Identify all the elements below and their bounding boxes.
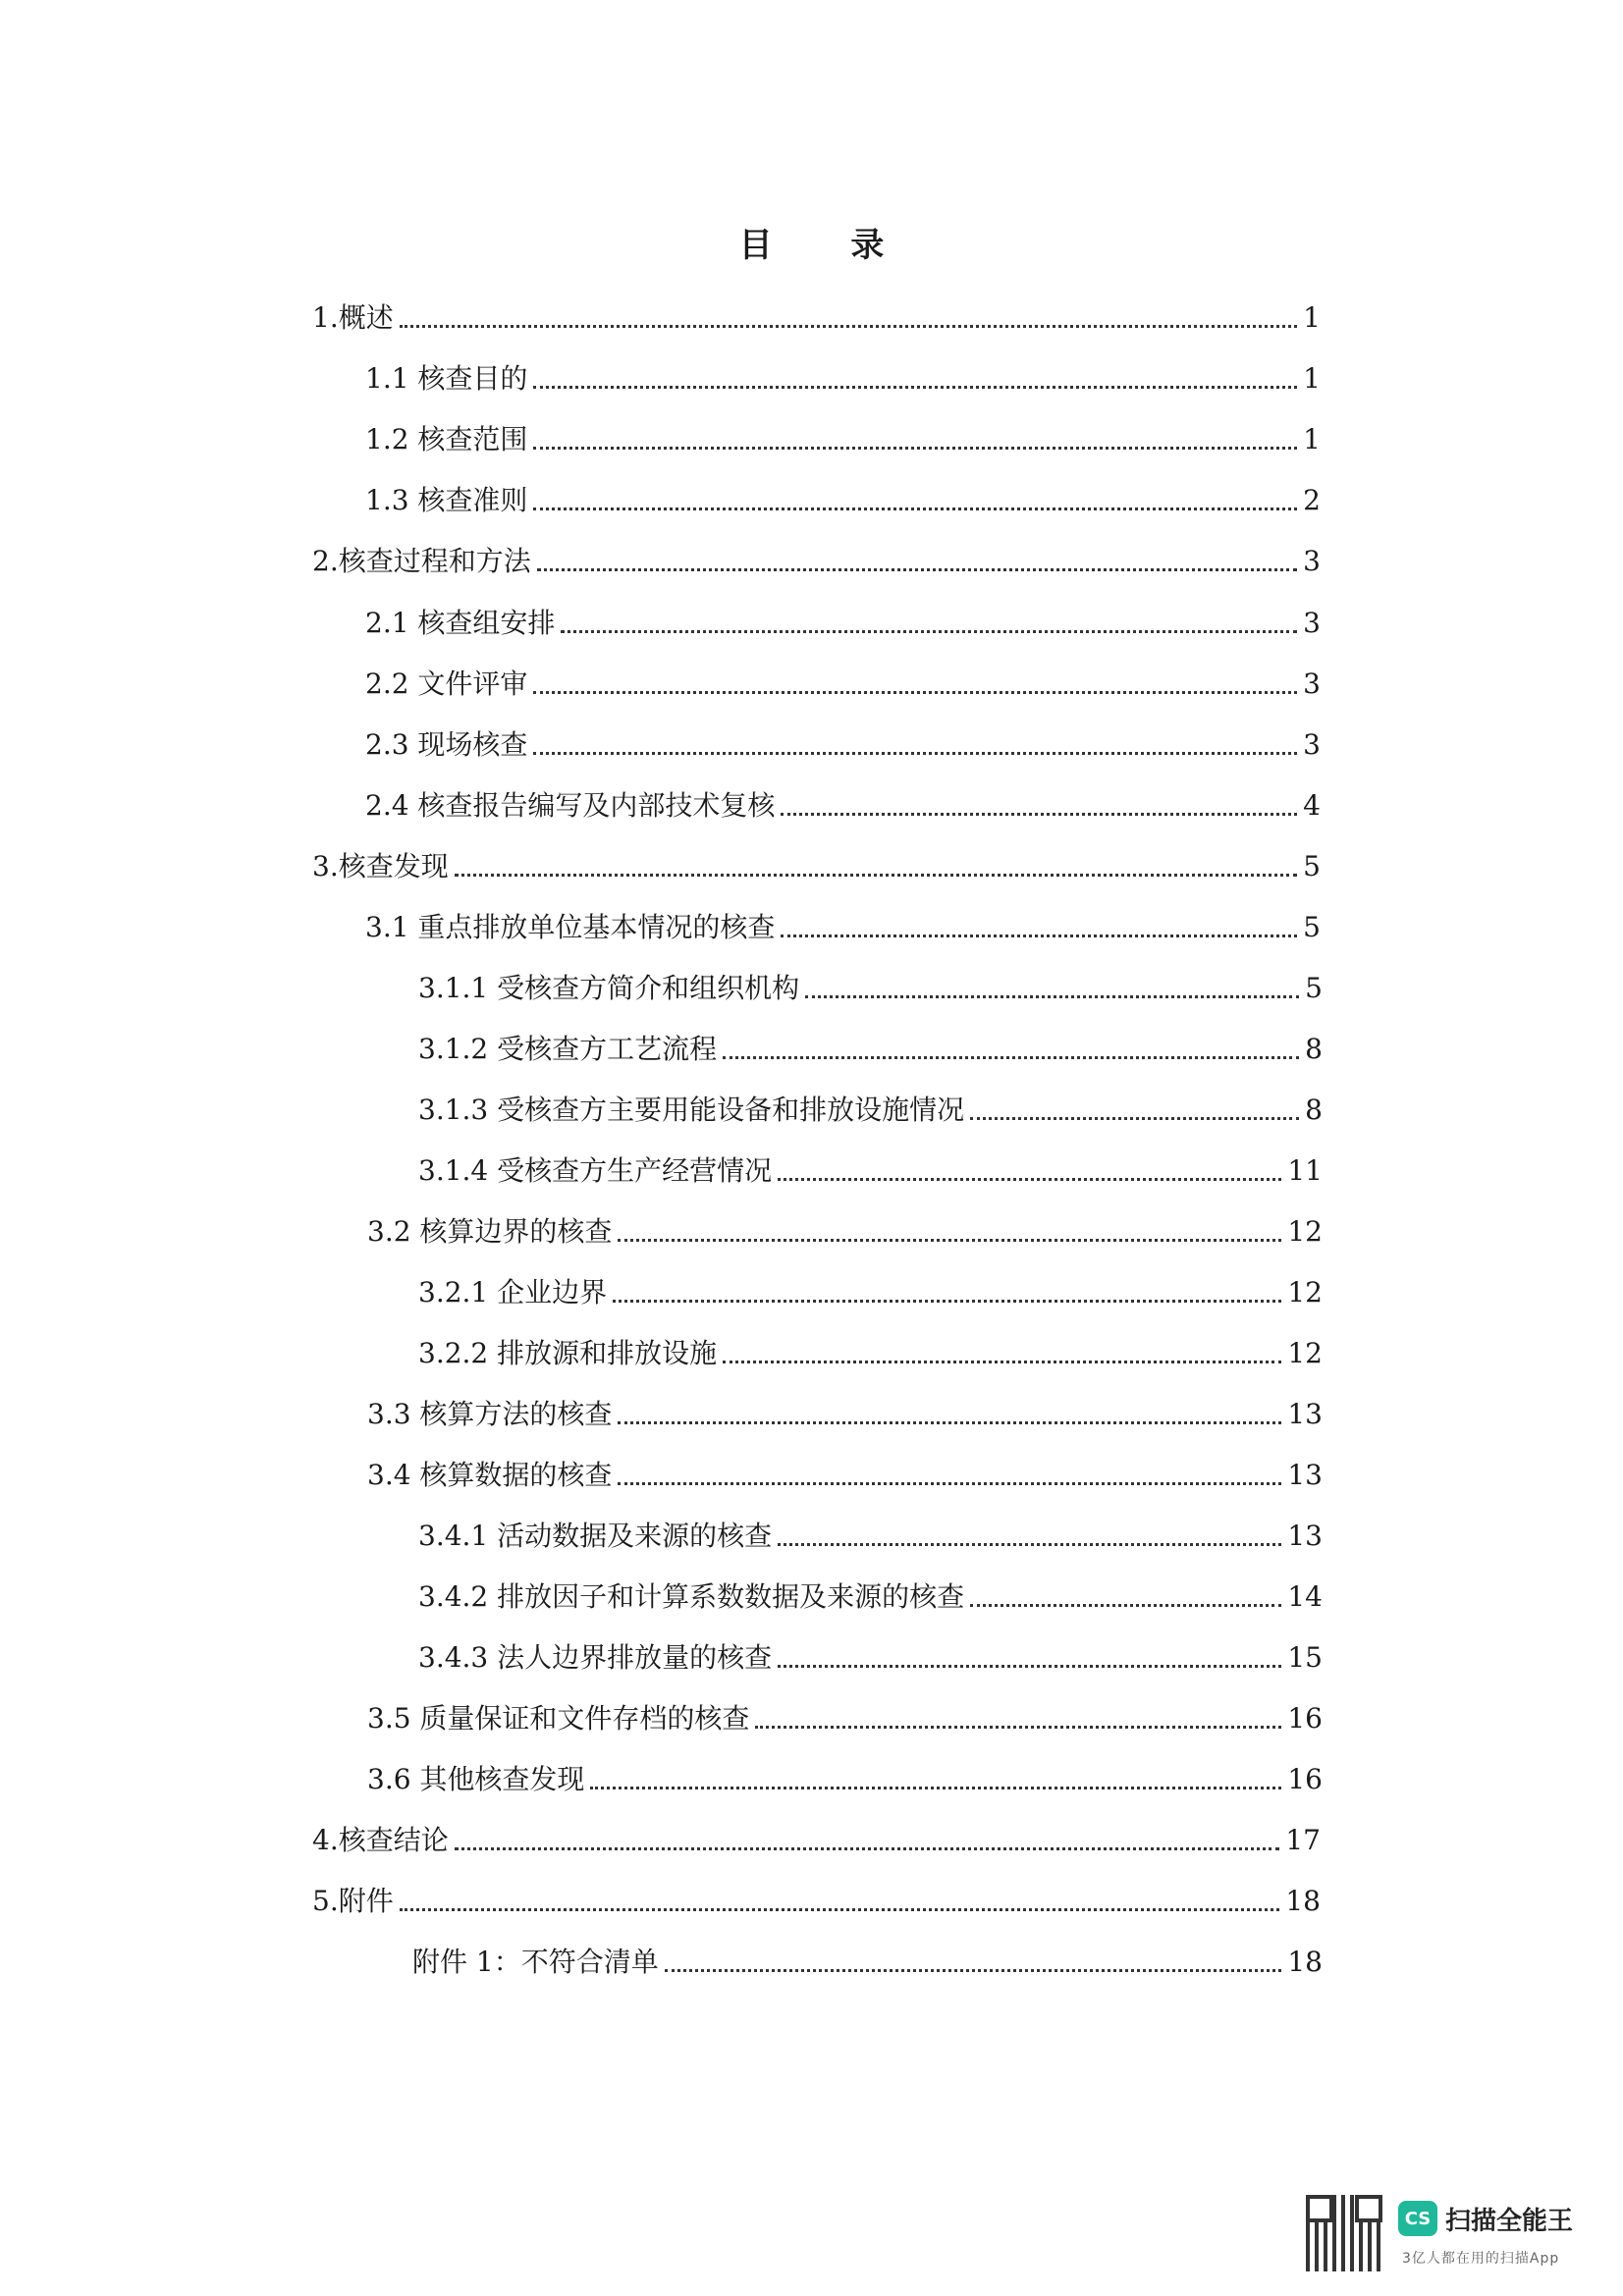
brand-name: 扫描全能王 [1445, 2207, 1574, 2236]
toc-entry[interactable] [365, 359, 1321, 399]
toc-entry[interactable] [367, 1395, 1323, 1434]
toc-entry-page: 3 [1303, 728, 1321, 761]
toc-entry-page: 1 [1303, 362, 1321, 395]
toc-leader-dots [613, 1300, 1281, 1303]
toc-entry-label: 3.4 核算数据的核查 [367, 1459, 613, 1491]
toc-entry-label: 3.1.2 受核查方工艺流程 [418, 1033, 718, 1065]
toc-entry-label: 3.1 重点排放单位基本情况的核查 [365, 911, 776, 943]
toc-entry[interactable] [418, 1577, 1323, 1617]
toc-entry-page: 1 [1303, 423, 1321, 455]
toc-entry-page: 13 [1287, 1520, 1323, 1552]
toc-entry[interactable] [418, 1334, 1323, 1373]
toc-entry[interactable] [312, 1882, 1321, 1921]
toc-leader-dots [970, 1117, 1299, 1120]
toc-entry-label: 3.6 其他核查发现 [367, 1763, 585, 1795]
toc-entry-label: 3.5 质量保证和文件存档的核查 [367, 1702, 750, 1735]
toc-entry-page: 12 [1287, 1337, 1323, 1369]
toc-entry-label: 3.核查发现 [312, 850, 449, 882]
toc-entry-page: 3 [1303, 667, 1321, 700]
toc-entry-page: 16 [1287, 1702, 1323, 1735]
toc-entry[interactable] [418, 1517, 1323, 1556]
toc-leader-dots [561, 630, 1297, 633]
toc-entry-label: 3.3 核算方法的核查 [367, 1398, 613, 1430]
toc-entry[interactable] [367, 1456, 1323, 1495]
toc-entry-page: 1 [1303, 301, 1321, 334]
toc-leader-dots [455, 874, 1297, 877]
toc-entry-label: 1.概述 [312, 301, 394, 334]
toc-entry-label: 3.4.2 排放因子和计算系数数据及来源的核查 [418, 1580, 965, 1613]
toc-entry[interactable] [312, 1821, 1321, 1860]
toc-entry-page: 14 [1287, 1580, 1323, 1613]
toc-entry-label: 1.3 核查准则 [365, 484, 528, 516]
toc-entry[interactable] [418, 1091, 1323, 1130]
toc-entry-label: 3.4.3 法人边界排放量的核查 [418, 1641, 773, 1674]
toc-leader-dots [805, 995, 1299, 998]
toc-leader-dots [778, 1665, 1281, 1668]
toc-entry-label: 2.1 核查组安排 [365, 607, 556, 639]
toc-leader-dots [755, 1726, 1281, 1729]
toc-entry[interactable] [367, 1699, 1323, 1738]
toc-entry[interactable] [365, 481, 1321, 520]
toc-leader-dots [455, 1847, 1280, 1850]
toc-entry[interactable] [312, 542, 1321, 581]
toc-entry[interactable] [365, 604, 1321, 643]
toc-leader-dots [533, 691, 1297, 694]
toc-entry-label: 3.1.1 受核查方简介和组织机构 [418, 972, 800, 1004]
toc-entry-page: 2 [1303, 484, 1321, 516]
toc-leader-dots [665, 1969, 1282, 1972]
brand-slogan: 3亿人都在用的扫描App [1402, 2251, 1560, 2267]
toc-entry[interactable] [418, 1151, 1323, 1191]
toc-entry-page: 13 [1287, 1459, 1323, 1491]
toc-entry-page: 8 [1305, 1033, 1323, 1065]
camscanner-logo-icon: CS [1398, 2201, 1437, 2236]
toc-entry[interactable] [367, 1760, 1323, 1799]
toc-entry[interactable] [365, 420, 1321, 459]
toc-entry-label: 3.4.1 活动数据及来源的核查 [418, 1520, 773, 1552]
toc-entry-label: 5.附件 [312, 1885, 394, 1917]
toc-leader-dots [590, 1787, 1281, 1789]
toc-entry[interactable] [365, 786, 1321, 826]
toc-entry-label: 3.1.3 受核查方主要用能设备和排放设施情况 [418, 1094, 965, 1126]
toc-leader-dots [618, 1239, 1281, 1242]
toc-entry-label: 2.3 现场核查 [365, 728, 528, 761]
toc-entry[interactable] [418, 1030, 1323, 1069]
toc-entry[interactable] [365, 908, 1321, 947]
toc-entry-page: 11 [1287, 1154, 1323, 1187]
toc-entry-label: 2.2 文件评审 [365, 667, 528, 700]
toc-entry[interactable] [418, 1638, 1323, 1678]
toc-entry-label: 2.核查过程和方法 [312, 545, 531, 577]
toc-entry-label: 3.2.2 排放源和排放设施 [418, 1337, 718, 1369]
toc-entry-label: 附件 1：不符合清单 [412, 1946, 659, 1978]
toc-entry[interactable] [312, 847, 1321, 886]
toc-leader-dots [970, 1604, 1281, 1607]
toc-entry-page: 18 [1287, 1946, 1323, 1978]
toc-entry-page: 5 [1303, 911, 1321, 943]
toc-leader-dots [400, 1908, 1280, 1911]
toc-entry-label: 3.2 核算边界的核查 [367, 1215, 613, 1248]
toc-entry-label: 3.2.1 企业边界 [418, 1276, 608, 1308]
toc-leader-dots [537, 568, 1297, 571]
toc-leader-dots [781, 934, 1297, 937]
toc-entry-label: 1.2 核查范围 [365, 423, 528, 455]
toc-entry-page: 16 [1287, 1763, 1323, 1795]
toc-leader-dots [533, 386, 1297, 389]
toc-entry-page: 12 [1287, 1215, 1323, 1248]
toc-entry[interactable] [367, 1212, 1323, 1252]
toc-entry-label: 1.1 核查目的 [365, 362, 528, 395]
qr-code-icon [1306, 2195, 1382, 2271]
toc-entry-page: 15 [1287, 1641, 1323, 1674]
toc-leader-dots [781, 813, 1297, 816]
toc-entry-page: 5 [1303, 850, 1321, 882]
toc-entry[interactable] [365, 665, 1321, 704]
page-title: 目 录 [738, 226, 918, 265]
toc-entry-page: 17 [1285, 1824, 1321, 1856]
toc-entry-label: 3.1.4 受核查方生产经营情况 [418, 1154, 773, 1187]
toc-leader-dots [618, 1482, 1281, 1485]
toc-leader-dots [533, 507, 1297, 510]
toc-entry[interactable] [418, 1273, 1323, 1312]
toc-entry[interactable] [365, 725, 1321, 765]
toc-leader-dots [723, 1056, 1299, 1059]
toc-entry-page: 13 [1287, 1398, 1323, 1430]
toc-entry-page: 8 [1305, 1094, 1323, 1126]
toc-leader-dots [778, 1543, 1281, 1546]
toc-entry-page: 12 [1287, 1276, 1323, 1308]
scanner-watermark [1306, 2195, 1600, 2283]
toc-entry-page: 5 [1305, 972, 1323, 1004]
toc-entry-page: 18 [1285, 1885, 1321, 1917]
toc-entry-label: 2.4 核查报告编写及内部技术复核 [365, 789, 776, 822]
toc-leader-dots [778, 1178, 1281, 1181]
toc-leader-dots [723, 1361, 1281, 1363]
toc-entry[interactable] [418, 969, 1323, 1008]
toc-entry-label: 4.核查结论 [312, 1824, 449, 1856]
toc-leader-dots [400, 325, 1297, 328]
toc-entry-page: 4 [1303, 789, 1321, 822]
toc-entry-page: 3 [1303, 607, 1321, 639]
toc-leader-dots [533, 447, 1297, 450]
toc-entry-page: 3 [1303, 545, 1321, 577]
toc-entry[interactable] [312, 298, 1321, 338]
toc-leader-dots [618, 1421, 1281, 1424]
toc-entry[interactable] [412, 1943, 1323, 1982]
toc-leader-dots [533, 752, 1297, 755]
